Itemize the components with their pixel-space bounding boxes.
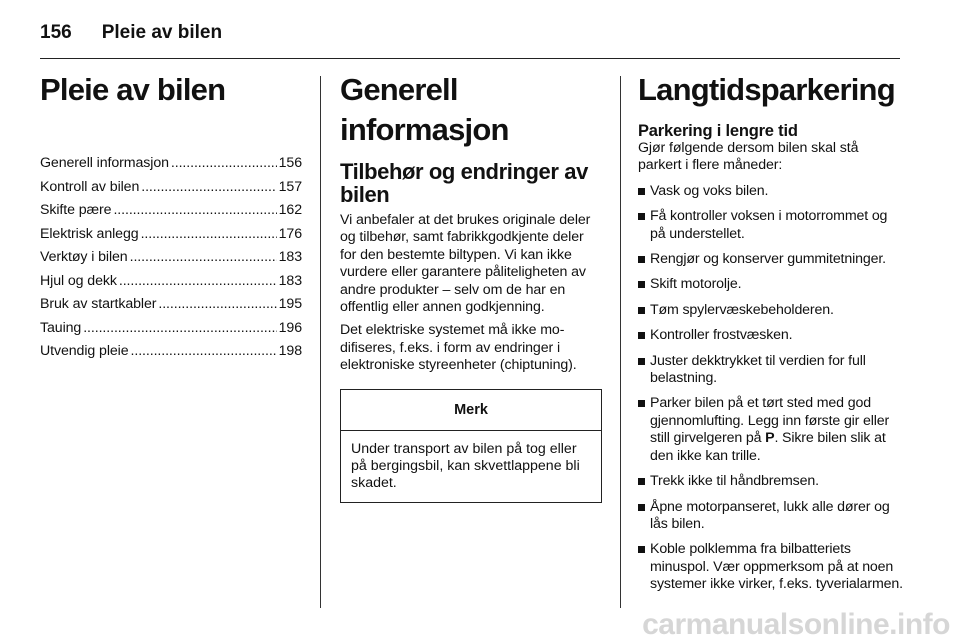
toc-entry-page: 183 (278, 249, 302, 265)
toc-leader-dots (158, 293, 276, 317)
list-item: Juster dekktrykket til verdien for full belastning. (638, 353, 904, 388)
section-title-storage: Langtidsparkering (638, 72, 895, 107)
toc-leader-dots (131, 340, 277, 364)
toc-leader-dots (83, 317, 276, 341)
general-info-column (340, 70, 602, 503)
toc-leader-dots (141, 176, 276, 200)
toc-entry[interactable] (40, 293, 302, 317)
subsection-title-parking: Parkering i lengre tid (638, 122, 798, 140)
table-of-contents (40, 152, 302, 364)
toc-leader-dots (119, 270, 277, 294)
toc-entry[interactable] (40, 152, 302, 176)
list-item: Vask og voks bilen. (638, 183, 904, 200)
page-number: 156 (40, 22, 72, 43)
gear-position-p: P (765, 430, 775, 447)
list-item: Tøm spylervæskebeholderen. (638, 302, 904, 319)
chapter-column (40, 70, 302, 364)
toc-leader-dots (113, 199, 276, 223)
note-box (340, 389, 602, 503)
page-header (40, 14, 900, 52)
toc-entry[interactable] (40, 246, 302, 270)
list-item: Åpne motorpanseret, lukk alle dører og lås bilen. (638, 499, 904, 534)
toc-entry-page: 183 (278, 272, 302, 289)
storage-intro: Gjør følgende dersom bilen skal stå parkert i flere måneder: (638, 140, 859, 174)
section-title-general: Generell informasjon (340, 72, 509, 147)
toc-entry-title: Skifte pære (40, 202, 112, 218)
subsection-title-accessories: Tilbehør og endringer av bilen (340, 159, 588, 207)
list-item: Koble polklemma fra bilbatteriets minuspol. Vær oppmerksom på at noen systemer ikke virker, f.eks. tyverialarmen. (638, 541, 904, 593)
toc-leader-dots (130, 246, 277, 270)
note-text: Under transport av bilen på tog eller på bergingsbil, kan skvettlappene bli skadet. (351, 440, 580, 492)
toc-entry-page: 157 (278, 178, 302, 195)
column-divider (320, 76, 321, 608)
column-divider (620, 76, 621, 608)
list-item: Skift motorolje. (638, 276, 904, 293)
toc-leader-dots (171, 152, 277, 176)
storage-column (638, 70, 904, 594)
parking-text-end: . Sikre bilen slik at den ikke kan trille. (650, 430, 886, 464)
toc-entry[interactable] (40, 340, 302, 364)
header-rule (40, 58, 900, 59)
chapter-title: Pleie av bilen (40, 72, 226, 107)
toc-entry-page: 196 (278, 319, 302, 336)
paragraph-original-parts: Vi anbefaler at det brukes originale deler og tilbehør, samt fabrikkgodkjente deler for den bestemte biltypen. Vi kan ikke vurdere eller garantere påliteligheten av andre produkter – selv om de har en offentlig eller annen godkjenning. (340, 212, 591, 316)
list-item (638, 395, 904, 465)
toc-entry-title: Kontroll av bilen (40, 178, 140, 195)
toc-entry-page: 156 (278, 155, 302, 171)
toc-entry-title: Tauing (40, 319, 82, 336)
list-item: Få kontroller voksen i motorrommet og på understellet. (638, 208, 904, 243)
watermark: carmanualsonline.info (642, 608, 950, 641)
note-title: Merk (341, 390, 601, 431)
storage-checklist (638, 183, 904, 594)
list-item: Kontroller frostvæsken. (638, 327, 904, 344)
toc-entry-page: 162 (278, 202, 302, 218)
toc-entry[interactable] (40, 270, 302, 294)
toc-entry-title: Hjul og dekk (40, 272, 117, 289)
toc-leader-dots (141, 223, 277, 247)
toc-entry-page: 195 (278, 296, 302, 312)
paragraph-electrical-system: Det elektriske systemet må ikke modifiseres, f.eks. i form av endringer i elektroniske styreenheter (chiptuning). (340, 322, 577, 374)
toc-entry-page: 198 (278, 343, 302, 359)
toc-entry-title: Elektrisk anlegg (40, 225, 139, 242)
toc-entry-title: Verktøy i bilen (40, 249, 128, 265)
parking-text: Parker bilen på et tørt sted med god gjennomlufting. Legg inn første gir eller still girvelgeren på (650, 395, 890, 447)
list-item: Rengjør og konserver gummitetninger. (638, 251, 904, 268)
toc-entry-title: Utvendig pleie (40, 343, 129, 359)
toc-entry[interactable] (40, 176, 302, 200)
toc-entry-page: 176 (278, 225, 302, 242)
toc-entry[interactable] (40, 199, 302, 223)
toc-entry[interactable] (40, 223, 302, 247)
toc-entry-title: Bruk av startkabler (40, 296, 157, 312)
running-title: Pleie av bilen (101, 22, 223, 43)
toc-entry[interactable] (40, 317, 302, 341)
list-item: Trekk ikke til håndbremsen. (638, 473, 904, 490)
toc-entry-title: Generell informasjon (40, 155, 169, 171)
